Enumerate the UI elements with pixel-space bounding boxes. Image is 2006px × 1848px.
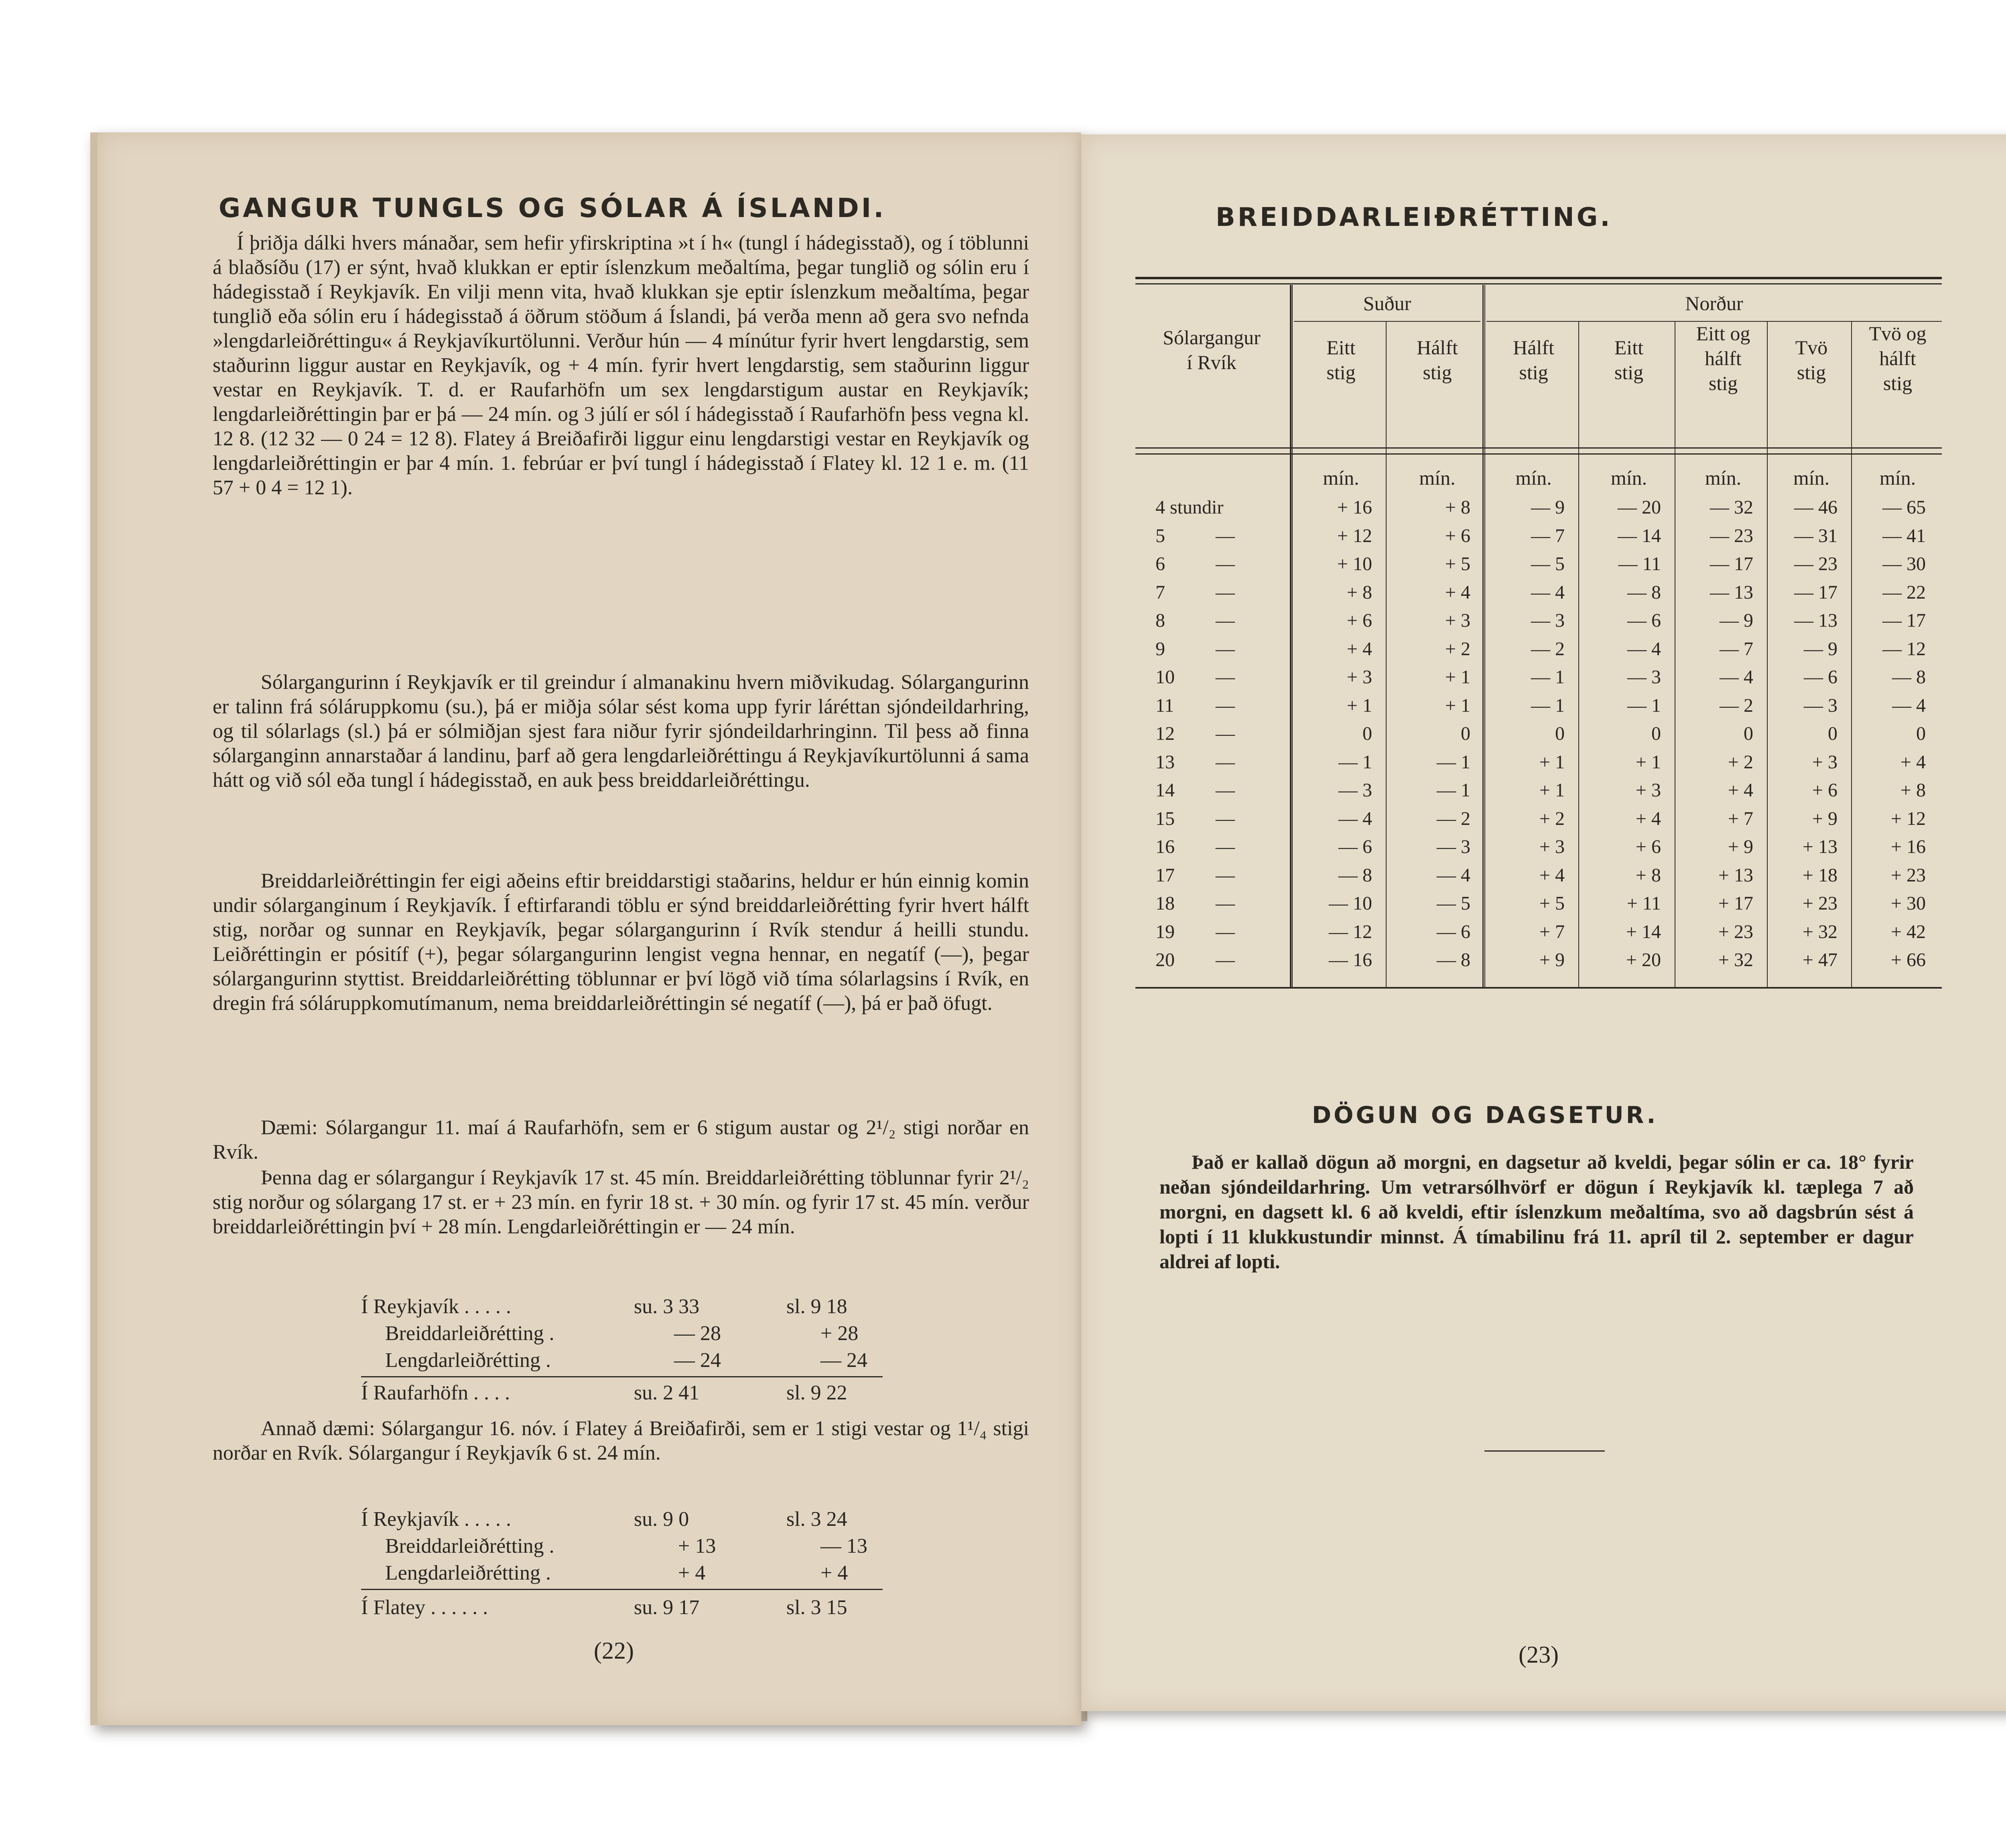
table-cell: 0 bbox=[1744, 723, 1753, 744]
table-cell: + 23 bbox=[1718, 921, 1753, 942]
example-1-label: Í Raufarhöfn . . . . bbox=[361, 1381, 510, 1404]
table-cell: — 4 bbox=[1892, 695, 1926, 716]
paragraph-1: Í þriðja dálki hvers mánaðar, sem hefir yfirskriptina »t í h« (tungl í hádegisstað), og í töblunni á blaðsíðu (17) er sýnt, hvað klukkan er eptir íslenzkum meðaltíma, þegar tunglið og sólin eru í hádegisstað í Reykjavík. En vilji menn vita, hvað klukkan sje eptir íslenzkum meðaltíma, þegar tunglið eða sólin eru í hádegisstað á öðrum stöðum á Íslandi, þá verða menn að gera svo nefnda »lengdarleiðréttingu« á Reykjavíkurtölunni. Verður hún — 4 mínútur fyrir hvert lengdarstig, sem staðurinn liggur austar en Reykjavík, og + 4 mín. fyrir hvert lengdarstig, sem staðurinn liggur vestar en Reykjavík. T. d. er Raufarhöfn um sex lengdarstigum austar en Reykjavík; lengdarleiðréttingin þar er þá — 24 mín. og 3 júlí er sól í hádegisstað í Raufarhöfn þess vegna kl. 12 8. (12 32 — 0 24 = 12 8). Flatey á Breiðafirði liggur einu lengdarstigi vestar en Reykjavík og lengdarleiðréttingin er þar 4 mín. 1. febrúar er því tungl í hádegisstað í Flatey kl. 12 1 e. m. (11 57 + 0 4 = 12 1). bbox=[213, 232, 1029, 499]
example-2-sl: sl. 3 24 bbox=[786, 1508, 847, 1531]
table-cell: + 7 bbox=[1728, 808, 1753, 829]
column-rule bbox=[1290, 285, 1291, 987]
column-header: Tvö stig bbox=[1795, 336, 1828, 384]
table-cell: + 6 bbox=[1445, 525, 1470, 546]
table-cell: + 23 bbox=[1890, 864, 1926, 886]
column-header: Hálft stig bbox=[1513, 336, 1554, 384]
table-cell: — 23 bbox=[1794, 553, 1837, 575]
unit-label: mín. bbox=[1610, 467, 1647, 489]
table-cell: — 17 bbox=[1710, 553, 1753, 575]
column-header: Eitt stig bbox=[1326, 336, 1356, 384]
table-cell: — 32 bbox=[1710, 497, 1753, 518]
table-cell: — 8 bbox=[1627, 581, 1661, 603]
row-dash: — bbox=[1216, 836, 1235, 857]
breiddarleidretting-table bbox=[1135, 277, 1942, 991]
example-1-su: su. 3 33 bbox=[634, 1295, 700, 1318]
row-label: 9 bbox=[1155, 638, 1165, 660]
row-dash: — bbox=[1216, 723, 1235, 744]
table-cell: + 9 bbox=[1728, 836, 1753, 857]
table-cell: + 17 bbox=[1718, 893, 1753, 914]
paragraph-3: Breiddarleiðréttingin fer eigi aðeins eftir breiddarstigi staðarins, heldur er hún einnig komin undir sólarganginum í Reykjavík. Í eftirfarandi töblu er sýnd breiddarleiðrétting fyrir hvert hálft stig, norðar og sunnar en Reykjavík, þegar sólargangurinn í Rvík stendur á heilli stundu. Leiðréttingin er pósitíf (+), þegar sólargangurinn lengist vegna hennar, en negatíf (—), þegar sólargangurinn styttist. Breiddarleiðrétting töblunnar er því lögð við tíma sólarlagsins í Rvík, en dregin frá sóláruppkomutímanum, nema breiddarleiðréttingin sé negatíf (—), þá er það öfugt. bbox=[213, 869, 1029, 1015]
unit-label: mín. bbox=[1793, 467, 1830, 489]
row-dash: — bbox=[1216, 949, 1235, 971]
row-label: 14 bbox=[1155, 780, 1175, 801]
table-cell: + 3 bbox=[1635, 780, 1661, 801]
example-2-sl: + 4 bbox=[820, 1562, 848, 1584]
table-cell: — 2 bbox=[1437, 808, 1470, 829]
column-rule bbox=[1578, 321, 1579, 987]
heading-dogun: DÖGUN OG DAGSETUR. bbox=[1312, 1101, 1658, 1129]
table-cell: — 9 bbox=[1531, 497, 1565, 518]
row-dash: — bbox=[1216, 808, 1235, 829]
table-cell: + 10 bbox=[1337, 553, 1372, 575]
table-cell: — 20 bbox=[1618, 497, 1661, 518]
table-cell: + 2 bbox=[1539, 808, 1565, 829]
example-2-sl: — 13 bbox=[820, 1535, 867, 1558]
table-cell: — 13 bbox=[1794, 610, 1837, 631]
table-cell: + 6 bbox=[1346, 610, 1372, 631]
corner-header: Sólargangur í Rvík bbox=[1163, 326, 1261, 374]
row-dash: — bbox=[1216, 695, 1235, 716]
ornament-rule bbox=[1484, 1450, 1605, 1452]
row-label: 15 bbox=[1155, 808, 1175, 829]
table-cell: + 8 bbox=[1346, 581, 1372, 603]
table-cell: — 3 bbox=[1338, 780, 1372, 801]
table-cell: 0 bbox=[1828, 723, 1837, 744]
table-cell: + 32 bbox=[1802, 921, 1837, 942]
page-number-right: (23) bbox=[1519, 1641, 1559, 1668]
example-1-sl: sl. 9 22 bbox=[786, 1381, 847, 1404]
row-label: 4 stundir bbox=[1155, 497, 1224, 518]
header-north: Norður bbox=[1685, 292, 1743, 315]
bottom-rule bbox=[1135, 987, 1942, 989]
table-cell: + 4 bbox=[1445, 581, 1470, 603]
header-rule bbox=[1135, 453, 1942, 455]
table-cell: — 4 bbox=[1437, 864, 1470, 886]
table-cell: — 4 bbox=[1531, 581, 1565, 603]
header-south: Suður bbox=[1363, 292, 1411, 315]
example-1-su: su. 2 41 bbox=[634, 1381, 700, 1404]
table-cell: — 16 bbox=[1329, 949, 1372, 971]
table-cell: — 6 bbox=[1627, 610, 1661, 631]
row-label: 17 bbox=[1155, 864, 1175, 886]
example-1-su: — 24 bbox=[674, 1349, 721, 1372]
table-cell: + 3 bbox=[1812, 751, 1837, 773]
row-dash: — bbox=[1216, 780, 1235, 801]
table-cell: — 2 bbox=[1720, 695, 1753, 716]
column-rule bbox=[1482, 285, 1484, 987]
column-header: Hálft stig bbox=[1417, 336, 1458, 384]
table-cell: — 12 bbox=[1329, 921, 1372, 942]
table-cell: + 8 bbox=[1445, 497, 1470, 518]
example-2-su: su. 9 0 bbox=[634, 1508, 689, 1531]
table-cell: + 14 bbox=[1626, 921, 1661, 942]
table-cell: — 11 bbox=[1618, 553, 1661, 575]
row-label: 8 bbox=[1155, 610, 1165, 631]
table-cell: — 13 bbox=[1710, 581, 1753, 603]
column-header: Eitt og hálft stig bbox=[1696, 322, 1750, 394]
table-cell: — 3 bbox=[1627, 666, 1661, 688]
table-cell: 0 bbox=[1362, 723, 1372, 744]
unit-label: mín. bbox=[1879, 467, 1916, 489]
table-cell: — 7 bbox=[1720, 638, 1753, 660]
table-cell: 0 bbox=[1916, 723, 1926, 744]
example-2-su: + 13 bbox=[678, 1535, 716, 1558]
example-1-label: Í Reykjavík . . . . . bbox=[361, 1295, 512, 1318]
table-cell: — 30 bbox=[1882, 553, 1926, 575]
example-1-sl: + 28 bbox=[820, 1322, 859, 1345]
table-cell: — 12 bbox=[1882, 638, 1926, 660]
table-cell: + 4 bbox=[1539, 864, 1565, 886]
table-cell: — 10 bbox=[1329, 893, 1372, 914]
left-heading: GANGUR TUNGLS OG SÓLAR Á ÍSLANDI. bbox=[219, 193, 886, 223]
table-cell: — 8 bbox=[1437, 949, 1470, 971]
table-cell: 0 bbox=[1651, 723, 1661, 744]
table-cell: + 1 bbox=[1445, 695, 1470, 716]
table-cell: + 9 bbox=[1539, 949, 1565, 971]
table-cell: — 4 bbox=[1627, 638, 1661, 660]
table-cell: — 3 bbox=[1804, 695, 1837, 716]
example-2-su: su. 9 17 bbox=[634, 1596, 700, 1619]
example-2-label: Í Reykjavík . . . . . bbox=[361, 1508, 512, 1531]
column-header: Tvö og hálft stig bbox=[1869, 322, 1927, 394]
example-1-sl: — 24 bbox=[820, 1349, 867, 1372]
table-cell: + 1 bbox=[1539, 780, 1565, 801]
table-cell: — 14 bbox=[1618, 525, 1661, 546]
column-rule bbox=[1386, 321, 1387, 987]
sum-rule bbox=[361, 1589, 883, 1590]
example-1-su: — 28 bbox=[674, 1322, 721, 1345]
row-dash: — bbox=[1216, 638, 1235, 660]
table-cell: + 32 bbox=[1718, 949, 1753, 971]
row-label: 18 bbox=[1155, 893, 1175, 914]
table-cell: + 3 bbox=[1346, 666, 1372, 688]
table-cell: + 6 bbox=[1812, 780, 1837, 801]
paragraph-4: Dæmi: Sólargangur 11. maí á Raufarhöfn, sem er 6 stigum austar og 2¹/₂ stigi norðar en Rvík. bbox=[213, 1116, 1029, 1164]
table-cell: + 23 bbox=[1802, 893, 1837, 914]
paragraph-5: Þenna dag er sólargangur í Reykjavík 17 st. 45 mín. Breiddarleiðrétting töblunnar fyrir 2¹/₂ stig norður og sólargang 17 st. er + 23 mín. en fyrir 18 st. + 30 mín. og fyrir 17 st. 45 mín. verður breiddarleiðréttingin því + 28 mín. Lengdarleiðréttingin er — 24 mín. bbox=[213, 1166, 1029, 1238]
row-label: 19 bbox=[1155, 921, 1175, 942]
table-cell: + 8 bbox=[1900, 780, 1926, 801]
top-rule bbox=[1135, 277, 1942, 279]
row-label: 6 bbox=[1155, 553, 1165, 575]
table-cell: — 6 bbox=[1338, 836, 1372, 857]
table-cell: + 16 bbox=[1337, 497, 1372, 518]
table-cell: + 2 bbox=[1728, 751, 1753, 773]
table-cell: + 20 bbox=[1626, 949, 1661, 971]
table-cell: + 6 bbox=[1635, 836, 1661, 857]
table-cell: + 4 bbox=[1728, 780, 1753, 801]
table-cell: + 4 bbox=[1635, 808, 1661, 829]
row-label: 16 bbox=[1155, 836, 1175, 857]
table-cell: — 41 bbox=[1882, 525, 1926, 546]
table-cell: + 9 bbox=[1812, 808, 1837, 829]
row-dash: — bbox=[1216, 553, 1235, 575]
table-cell: + 1 bbox=[1346, 695, 1372, 716]
table-cell: — 1 bbox=[1437, 780, 1470, 801]
table-cell: — 4 bbox=[1338, 808, 1372, 829]
table-cell: — 8 bbox=[1338, 864, 1372, 886]
dogun-paragraph: Það er kallað dögun að morgni, en dagsetur að kveldi, þegar sólin er ca. 18° fyrir neðan sjóndeildarhring. Um vetrarsólhvörf er dögun í Reykjavík kl. tæplega 7 að morgni, en dagsett kl. 6 að kveldi, eftir íslenzkum meðaltíma, svo að dagsbrún sést á lopti í 11 klukkustundir minnst. Á tímabilinu frá 11. apríl til 2. september er dagur aldrei af lopti. bbox=[1159, 1151, 1914, 1273]
table-cell: — 46 bbox=[1794, 497, 1837, 518]
table-cell: — 1 bbox=[1627, 695, 1661, 716]
column-rule bbox=[1851, 321, 1852, 987]
table-cell: + 5 bbox=[1445, 553, 1470, 575]
table-cell: + 1 bbox=[1635, 751, 1661, 773]
paragraph-2: Sólargangurinn í Reykjavík er til greindur í almanakinu hvern miðvikudag. Sólargangurinn er talinn frá sóláruppkomu (su.), þá er miðja sólar sést koma upp fyrir láréttan sjóndeildarhring, og til sólarlags (sl.) þá er sólmiðjan sjest fara niður fyrir sjóndeildarhringinn. Til þess að finna sólarganginn annarstaðar á landinu, þarf að gera lengdarleiðréttingu á Reykjavíkurtölunni á sama hátt og við sól eða tungl í hádegisstað, en auk þess breiddarleiðréttingu. bbox=[213, 671, 1029, 792]
table-cell: — 9 bbox=[1804, 638, 1837, 660]
example-2-sl: sl. 3 15 bbox=[786, 1596, 847, 1619]
row-dash: — bbox=[1216, 581, 1235, 603]
table-cell: + 16 bbox=[1890, 836, 1926, 857]
table-cell: — 4 bbox=[1720, 666, 1753, 688]
table-cell: + 8 bbox=[1635, 864, 1661, 886]
column-rule bbox=[1292, 285, 1293, 987]
table-cell: — 3 bbox=[1437, 836, 1470, 857]
table-cell: 0 bbox=[1555, 723, 1565, 744]
group-rule bbox=[1294, 321, 1480, 322]
row-dash: — bbox=[1216, 751, 1235, 773]
row-label: 10 bbox=[1155, 666, 1175, 688]
header-rule bbox=[1135, 447, 1942, 449]
table-cell: + 42 bbox=[1890, 921, 1926, 942]
table-cell: — 6 bbox=[1804, 666, 1837, 688]
table-cell: — 5 bbox=[1531, 553, 1565, 575]
column-rule bbox=[1484, 285, 1485, 987]
table-cell: + 11 bbox=[1626, 893, 1661, 914]
table-cell: + 30 bbox=[1890, 893, 1926, 914]
right-heading: BREIDDARLEIÐRÉTTING. bbox=[1216, 203, 1612, 232]
top-rule bbox=[1135, 283, 1942, 284]
table-cell: 0 bbox=[1461, 723, 1470, 744]
row-label: 20 bbox=[1155, 949, 1175, 971]
table-cell: + 1 bbox=[1445, 666, 1470, 688]
table-cell: — 17 bbox=[1794, 581, 1837, 603]
example-2-label: Í Flatey . . . . . . bbox=[361, 1596, 488, 1619]
row-dash: — bbox=[1216, 864, 1235, 886]
table-cell: — 1 bbox=[1437, 751, 1470, 773]
row-label: 11 bbox=[1155, 695, 1174, 716]
table-cell: + 12 bbox=[1890, 808, 1926, 829]
sum-rule bbox=[361, 1376, 883, 1377]
table-cell: + 47 bbox=[1802, 949, 1837, 971]
table-cell: — 9 bbox=[1720, 610, 1753, 631]
row-dash: — bbox=[1216, 921, 1235, 942]
table-cell: — 65 bbox=[1882, 497, 1926, 518]
table-cell: + 13 bbox=[1718, 864, 1753, 886]
example-2-label: Lengdarleiðrétting . bbox=[385, 1562, 551, 1584]
table-cell: + 2 bbox=[1445, 638, 1470, 660]
row-dash: — bbox=[1216, 610, 1235, 631]
column-rule bbox=[1767, 321, 1768, 987]
table-cell: — 5 bbox=[1437, 893, 1470, 914]
column-header: Eitt stig bbox=[1614, 336, 1644, 384]
table-cell: — 8 bbox=[1892, 666, 1926, 688]
table-cell: — 31 bbox=[1794, 525, 1837, 546]
table-cell: — 1 bbox=[1338, 751, 1372, 773]
table-cell: — 17 bbox=[1882, 610, 1926, 631]
table-cell: + 4 bbox=[1346, 638, 1372, 660]
table-cell: + 7 bbox=[1539, 921, 1565, 942]
table-cell: — 1 bbox=[1531, 695, 1565, 716]
row-label: 5 bbox=[1155, 525, 1165, 546]
example-2-label: Breiddarleiðrétting . bbox=[385, 1535, 554, 1558]
row-dash: — bbox=[1216, 666, 1235, 688]
table-cell: — 3 bbox=[1531, 610, 1565, 631]
table-cell: + 3 bbox=[1539, 836, 1565, 857]
table-cell: + 18 bbox=[1802, 864, 1837, 886]
table-cell: + 3 bbox=[1445, 610, 1470, 631]
unit-label: mín. bbox=[1705, 467, 1742, 489]
example-1-sl: sl. 9 18 bbox=[786, 1295, 847, 1318]
row-dash: — bbox=[1216, 525, 1235, 546]
table-cell: — 23 bbox=[1710, 525, 1753, 546]
page-number-left: (22) bbox=[594, 1637, 634, 1664]
row-dash: — bbox=[1216, 893, 1235, 914]
unit-label: mín. bbox=[1323, 467, 1359, 489]
example-1-label: Lengdarleiðrétting . bbox=[385, 1349, 551, 1372]
table-cell: + 5 bbox=[1539, 893, 1565, 914]
table-cell: — 7 bbox=[1531, 525, 1565, 546]
table-cell: + 4 bbox=[1900, 751, 1926, 773]
table-cell: — 2 bbox=[1531, 638, 1565, 660]
table-cell: — 1 bbox=[1531, 666, 1565, 688]
table-cell: + 1 bbox=[1539, 751, 1565, 773]
table-cell: — 22 bbox=[1882, 581, 1926, 603]
table-cell: — 6 bbox=[1437, 921, 1470, 942]
row-label: 7 bbox=[1155, 581, 1165, 603]
row-label: 13 bbox=[1155, 751, 1175, 773]
unit-label: mín. bbox=[1419, 467, 1456, 489]
table-cell: + 13 bbox=[1802, 836, 1837, 857]
table-cell: + 66 bbox=[1890, 949, 1926, 971]
row-label: 12 bbox=[1155, 723, 1175, 744]
table-cell: + 12 bbox=[1337, 525, 1372, 546]
example-2-su: + 4 bbox=[678, 1562, 706, 1584]
paragraph-6: Annað dæmi: Sólargangur 16. nóv. í Flatey á Breiðafirði, sem er 1 stigi vestar og 1¹/₄ stigi norðar en Rvík. Sólargangur í Reykjavík 6 st. 24 mín. bbox=[213, 1417, 1029, 1464]
unit-label: mín. bbox=[1515, 467, 1552, 489]
example-1-label: Breiddarleiðrétting . bbox=[385, 1322, 554, 1345]
